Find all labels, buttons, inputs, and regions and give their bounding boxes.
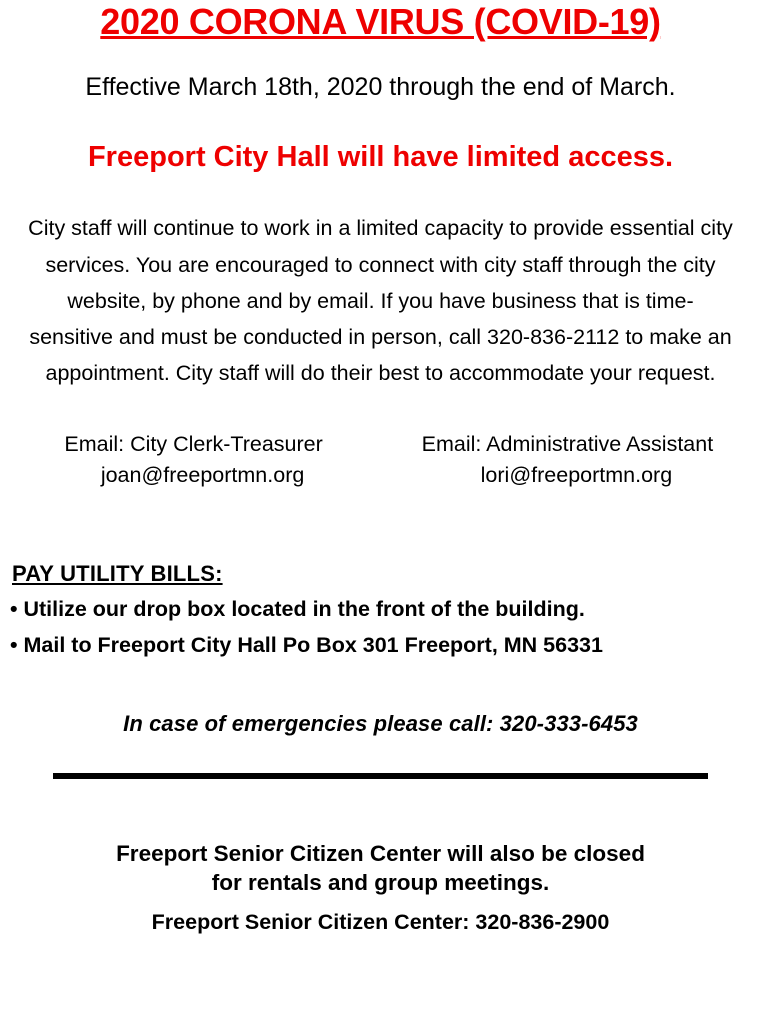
contact-row [8,429,753,491]
contact-city-clerk [14,429,373,491]
contact-administrative-assistant [388,429,747,491]
page-title: 2020 CORONA VIRUS (COVID-19) [100,1,661,42]
effective-dates-text: Effective March 18th, 2020 through the end of March. [85,72,676,101]
notice-page [0,2,761,1026]
pay-utility-bills-heading: PAY UTILITY BILLS: [12,561,223,587]
contact-role-label: Email: Administrative Assistant [421,431,714,456]
contact-role-label: Email: City Clerk-Treasurer [64,431,323,456]
contact-email-address: lori@freeportmn.org [480,463,673,488]
section-divider [53,773,708,779]
closure-line-2: for rentals and group meetings. [211,870,550,896]
headline-limited-access: Freeport City Hall will have limited access. [87,140,674,173]
senior-center-phone: Freeport Senior Citizen Center: 320-836-2900 [151,909,610,934]
closure-line-1: Freeport Senior Citizen Center will also be closed [116,841,645,867]
body-paragraph: City staff will continue to work in a limited capacity to provide essential city services. You are encouraged to connect with city staff through the city website, by phone and by email. If you have business that is time-sensitive and must be conducted in person, call 320-836-2112 to make an appointment. City staff will do their best to accommodate your request. [28,216,733,385]
senior-center-closure-notice [8,839,753,898]
list-item: • Utilize our drop box located in the front of the building. [10,597,585,622]
emergency-contact-text: In case of emergencies please call: 320-333-6453 [123,711,638,737]
list-item: • Mail to Freeport City Hall Po Box 301 Freeport, MN 56331 [10,633,603,658]
contact-email-address: joan@freeportmn.org [100,463,305,488]
